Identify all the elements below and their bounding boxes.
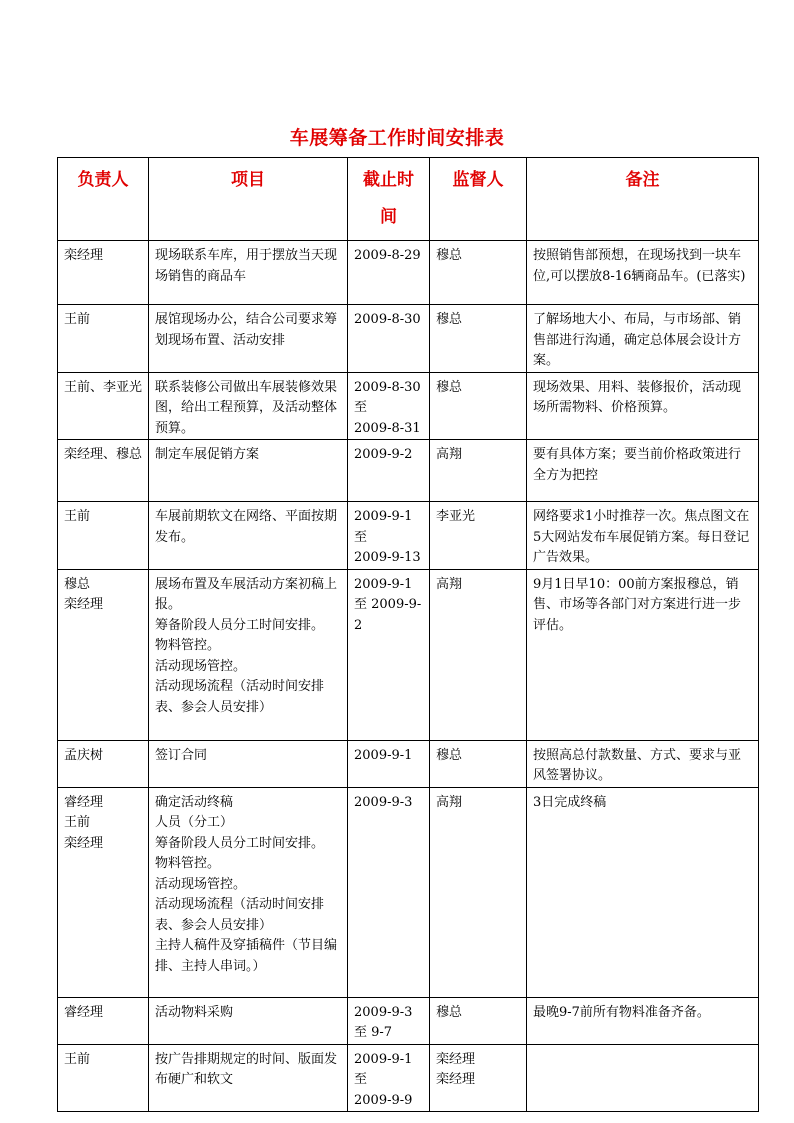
cell-remark <box>527 1044 759 1112</box>
cell-supervisor <box>430 1044 527 1112</box>
item-text: 展场布置及车展活动方案初稿上报。 <box>155 576 338 612</box>
item-text: 活动现场管控。 <box>155 876 247 892</box>
remark-text: 按照高总付款数量、方式、要求与亚风签署协议。 <box>533 747 742 783</box>
cell-item <box>149 305 348 373</box>
cell-supervisor <box>430 502 527 570</box>
cell-owner <box>58 241 149 305</box>
item-text: 活动物料采购 <box>155 1004 234 1020</box>
owner-text: 栾经理 <box>64 597 104 612</box>
cell-supervisor <box>430 787 527 997</box>
item-text: 活动现场流程（活动时间安排表、参会人员安排） <box>155 897 325 933</box>
cell-item <box>149 372 348 440</box>
deadline-text: 2009-8-31 <box>354 420 421 436</box>
cell-owner <box>58 440 149 502</box>
deadline-text: 2009-9-9 <box>354 1092 413 1108</box>
deadline-text: 2009-9-3 <box>354 1004 413 1020</box>
owner-text: 王前 <box>64 509 91 524</box>
cell-owner <box>58 372 149 440</box>
cell-supervisor <box>430 740 527 787</box>
cell-owner <box>58 740 149 787</box>
cell-item <box>149 787 348 997</box>
cell-deadline <box>348 305 430 373</box>
cell-supervisor <box>430 372 527 440</box>
cell-supervisor <box>430 241 527 305</box>
deadline-text: 至 <box>354 529 368 545</box>
header-supervisor: 监督人 <box>430 158 527 241</box>
item-text: 活动现场流程（活动时间安排表、参会人员安排） <box>155 679 325 715</box>
remark-text: 要有具体方案；要当前价格政策进行全方为把控 <box>533 447 742 483</box>
item-text: 联系装修公司做出车展装修效果图，给出工程预算，及活动整体预算。 <box>155 379 338 436</box>
item-text: 人员（分工） <box>155 815 234 830</box>
deadline-text: 2009-8-30 <box>354 379 421 395</box>
remark-text: 最晚9-7前所有物料准备齐备。 <box>533 1004 710 1020</box>
supervisor-text: 穆总 <box>436 379 463 395</box>
deadline-text: 2009-9-2 <box>354 447 413 462</box>
cell-owner <box>58 569 149 740</box>
item-text: 现场联系车库，用于摆放当天现场销售的商品车 <box>155 248 338 284</box>
table-row <box>58 440 759 502</box>
item-text: 筹备阶段人员分工时间安排。 <box>155 835 325 851</box>
cell-deadline <box>348 241 430 305</box>
owner-text: 王前 <box>64 1051 91 1067</box>
schedule-table <box>57 157 759 1112</box>
header-remark: 备注 <box>527 158 759 241</box>
remark-text: 3日完成终稿 <box>533 794 607 810</box>
remark-text: 网络要求1小时推荐一次。焦点图文在5大网站发布车展促销方案。每日登记广告效果。 <box>533 509 750 565</box>
document-title: 车展筹备工作时间安排表 <box>289 127 505 149</box>
cell-remark <box>527 569 759 740</box>
owner-text: 穆总 <box>64 576 91 592</box>
table-row <box>58 502 759 570</box>
owner-text: 睿经理 <box>64 1004 104 1020</box>
table-row <box>58 997 759 1044</box>
cell-remark <box>527 740 759 787</box>
cell-remark <box>527 305 759 373</box>
cell-deadline <box>348 440 430 502</box>
deadline-text: 2009-8-29 <box>354 248 421 263</box>
deadline-text: 2009-9-1 <box>354 576 413 592</box>
owner-text: 王前、李亚光 <box>64 379 143 395</box>
cell-deadline <box>348 997 430 1044</box>
cell-supervisor <box>430 997 527 1044</box>
supervisor-text: 高翔 <box>436 447 463 462</box>
cell-supervisor <box>430 440 527 502</box>
table-row <box>58 1044 759 1112</box>
supervisor-text: 穆总 <box>436 1004 463 1020</box>
cell-supervisor <box>430 569 527 740</box>
cell-deadline <box>348 569 430 740</box>
cell-deadline <box>348 1044 430 1112</box>
deadline-text: 2009-9-3 <box>354 794 413 810</box>
cell-deadline <box>348 740 430 787</box>
deadline-text: 2009-8-30 <box>354 312 421 327</box>
remark-text: 了解场地大小、布局，与市场部、销售部进行沟通，确定总体展会设计方案。 <box>533 312 742 368</box>
deadline-text: 至 <box>354 400 368 415</box>
owner-text: 栾经理 <box>64 248 104 263</box>
table-row <box>58 787 759 997</box>
supervisor-text: 高翔 <box>436 794 463 810</box>
table-row <box>58 569 759 740</box>
cell-owner <box>58 305 149 373</box>
item-text: 主持人稿件及穿插稿件（节目编排、主持人串词。） <box>155 938 338 974</box>
cell-item <box>149 241 348 305</box>
supervisor-text: 栾经理 <box>436 1072 476 1087</box>
cell-deadline <box>348 372 430 440</box>
cell-remark <box>527 372 759 440</box>
cell-item <box>149 440 348 502</box>
owner-text: 孟庆树 <box>64 747 104 763</box>
table-row <box>58 241 759 305</box>
owner-text: 王前 <box>64 815 91 830</box>
item-text: 车展前期软文在网络、平面按期发布。 <box>155 509 338 545</box>
cell-owner <box>58 997 149 1044</box>
item-text: 制定车展促销方案 <box>155 447 260 462</box>
deadline-text: 2009-9-1 <box>354 509 413 524</box>
supervisor-text: 李亚光 <box>436 509 476 524</box>
item-text: 活动现场管控。 <box>155 658 247 674</box>
cell-owner <box>58 787 149 997</box>
supervisor-text: 穆总 <box>436 747 463 763</box>
table-row <box>58 305 759 373</box>
item-text: 按广告排期规定的时间、版面发布硬广和软文 <box>155 1051 338 1087</box>
supervisor-text: 穆总 <box>436 248 463 263</box>
cell-owner <box>58 1044 149 1112</box>
cell-remark <box>527 502 759 570</box>
deadline-text: 2009-9-1 <box>354 747 413 763</box>
cell-deadline <box>348 502 430 570</box>
supervisor-text: 高翔 <box>436 576 463 592</box>
cell-owner <box>58 502 149 570</box>
cell-item <box>149 1044 348 1112</box>
deadline-text: 至 9-7 <box>354 1025 393 1040</box>
cell-remark <box>527 440 759 502</box>
cell-item <box>149 997 348 1044</box>
supervisor-text: 栾经理 <box>436 1051 476 1067</box>
supervisor-text: 穆总 <box>436 312 463 327</box>
cell-item <box>149 740 348 787</box>
deadline-text: 2009-9-13 <box>354 550 421 565</box>
cell-item <box>149 502 348 570</box>
item-text: 确定活动终稿 <box>155 794 234 810</box>
remark-text: 按照销售部预想，在现场找到一块车位,可以摆放8-16辆商品车。(已落实) <box>533 248 746 284</box>
item-text: 筹备阶段人员分工时间安排。 <box>155 617 325 633</box>
owner-text: 栾经理、穆总 <box>64 447 143 462</box>
deadline-text: 至 2009-9-2 <box>354 597 422 633</box>
header-deadline: 截止时间 <box>348 158 430 241</box>
header-owner: 负责人 <box>58 158 149 241</box>
table-row <box>58 740 759 787</box>
cell-remark <box>527 241 759 305</box>
owner-text: 睿经理 <box>64 794 104 810</box>
remark-text: 9月1日早10：00前方案报穆总，销售、市场等各部门对方案进行进一步评估。 <box>533 576 742 633</box>
header-item: 项目 <box>149 158 348 241</box>
item-text: 展馆现场办公，结合公司要求筹划现场布置、活动安排 <box>155 312 338 348</box>
owner-text: 栾经理 <box>64 835 104 851</box>
item-text: 签订合同 <box>155 747 208 763</box>
deadline-text: 2009-9-1至 <box>354 1051 413 1087</box>
remark-text: 现场效果、用料、装修报价，活动现场所需物料、价格预算。 <box>533 379 742 415</box>
item-text: 物料管控。 <box>155 638 221 653</box>
table-row <box>58 372 759 440</box>
cell-item <box>149 569 348 740</box>
cell-remark <box>527 997 759 1044</box>
owner-text: 王前 <box>64 312 91 327</box>
cell-deadline <box>348 787 430 997</box>
item-text: 物料管控。 <box>155 856 221 871</box>
cell-supervisor <box>430 305 527 373</box>
cell-remark <box>527 787 759 997</box>
